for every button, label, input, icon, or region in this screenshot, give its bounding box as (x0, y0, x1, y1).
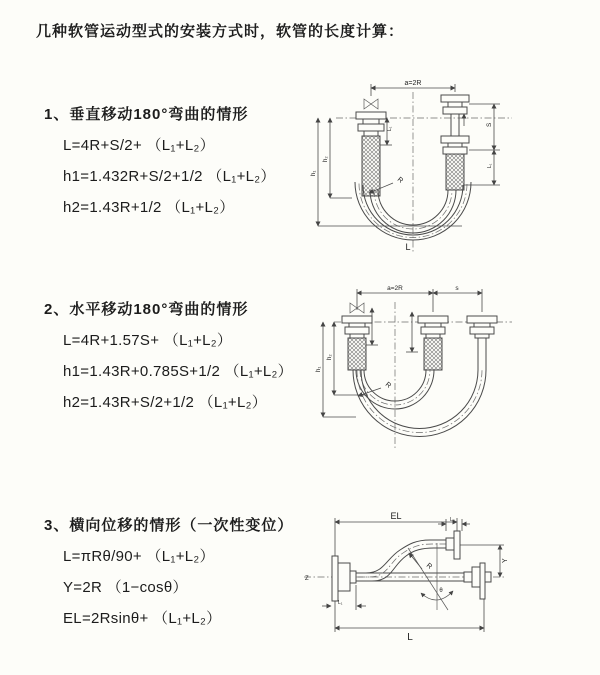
section-1-formula-h1: h1=1.432R+S/2+1/2 （L₁+L₂） (63, 168, 276, 185)
fixed-fitting (342, 316, 372, 370)
radius-label: R (395, 176, 405, 185)
dim-label-l1-right: L₁ (487, 163, 493, 168)
section-2-formula-h2: h2=1.43R+S/2+1/2 （L₁+L₂） (63, 394, 268, 411)
braid-section (362, 136, 380, 196)
length-label: L (405, 242, 411, 252)
valve-icon (364, 99, 378, 109)
dim-label-s: s (455, 285, 459, 292)
section-2-number: 2、 (44, 301, 70, 318)
diagram-lateral-displacement (300, 502, 600, 642)
section-2-heading: 水平移动180°弯曲的情形 (69, 301, 249, 318)
diagram-2-svg (316, 284, 600, 456)
section-2-formula-L: L=4R+1.57S+ （L₁+L₂） (63, 332, 233, 349)
angle-line (408, 548, 448, 610)
dim-label-h1: h₁ (316, 366, 322, 372)
hose-arcs (353, 370, 486, 437)
section-3-number: 3、 (44, 517, 70, 534)
section-3-heading: 横向位移的情形（一次性变位） (69, 517, 294, 534)
section-1-formula-L: L=4R+S/2+ （L₁+L₂） (63, 137, 215, 154)
dim-label-h2: h₂ (327, 354, 333, 360)
dim-label-el: EL (390, 511, 402, 521)
dim-label-y: Y (502, 558, 509, 563)
dim-label-h2: h₂ (323, 156, 329, 162)
page-title: 几种软管运动型式的安装方式时，软管的长度计算： (36, 23, 405, 40)
braid-section (348, 338, 366, 370)
section-1-heading: 垂直移动180°弯曲的情形 (69, 106, 249, 123)
dim-label-s: S (486, 122, 493, 127)
section-2-formula-h1: h1=1.43R+0.785S+1/2 （L₁+L₂） (63, 363, 293, 380)
section-3 (44, 514, 324, 638)
dim-label-h1: h₁ (311, 170, 317, 176)
diagram-1-svg (308, 74, 600, 258)
diagram-horizontal-180-bend (316, 284, 600, 456)
dim-label-l1: L₁ (338, 600, 343, 606)
section-1-number: 1、 (44, 106, 70, 123)
section-1-formula-h2: h2=1.43R+1/2 （L₁+L₂） (63, 199, 235, 216)
moving-fitting-pos1 (418, 316, 448, 370)
dim-label-l1-left: L₁ (387, 126, 393, 131)
section-1 (44, 103, 324, 227)
right-fitting (441, 95, 469, 190)
dim-label-l: L (407, 632, 413, 643)
dim-label-l2: L₂ (450, 517, 455, 523)
upper-right-fitting (446, 531, 460, 559)
axis-mark: Z (305, 576, 309, 582)
diagram-3-svg (300, 502, 600, 642)
left-fitting (356, 112, 386, 196)
dim-label-a2r: a=2R (387, 285, 403, 292)
braid-section (446, 154, 464, 190)
hose-s-curve (356, 540, 446, 581)
section-2 (44, 298, 324, 422)
section-3-formula-L: L=πRθ/90+ （L₁+L₂） (63, 548, 215, 565)
lower-right-fitting (464, 563, 491, 599)
section-3-formula-EL: EL=2Rsinθ+ （L₁+L₂） (63, 610, 222, 627)
left-fitting (332, 556, 356, 601)
diagram-vertical-180-bend (308, 74, 600, 258)
moving-fitting-pos2 (467, 316, 497, 370)
dim-label-a2r: a=2R (404, 80, 422, 87)
radius-label: R (424, 562, 434, 571)
section-3-formula-Y: Y=2R （1−cosθ） (63, 579, 188, 596)
braid-section (424, 338, 442, 370)
angle-label: θ (439, 588, 443, 594)
radius-label: R (383, 381, 393, 390)
